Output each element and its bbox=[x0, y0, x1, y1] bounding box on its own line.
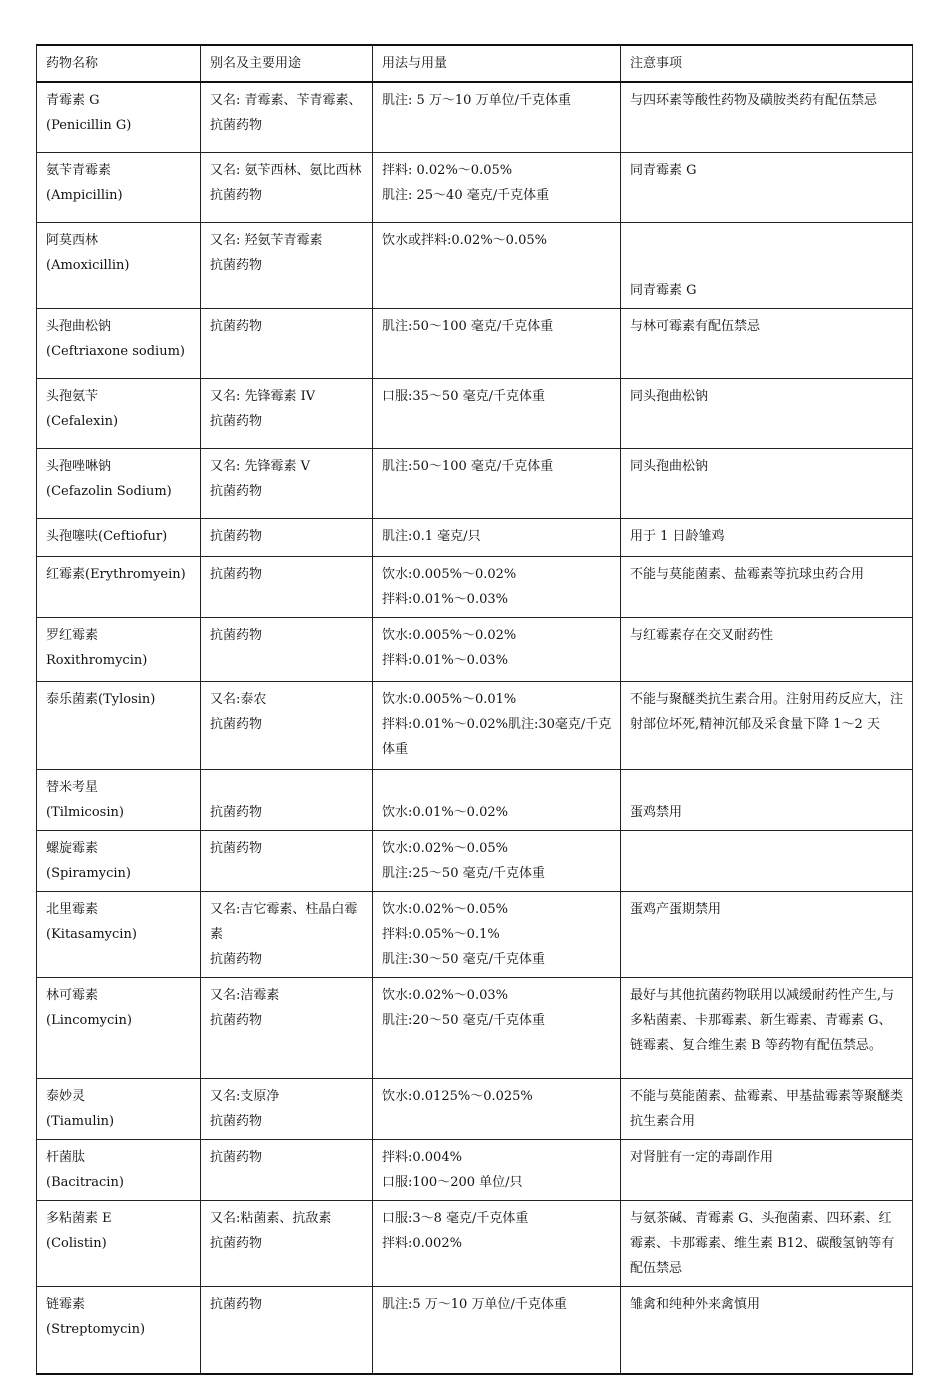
cell-text: 拌料:0.01%～0.03% bbox=[382, 652, 508, 668]
notes-cell bbox=[621, 830, 913, 891]
cell-text: (Lincomycin) bbox=[46, 1012, 132, 1028]
cell-text: 拌料:0.002% bbox=[382, 1235, 462, 1251]
cell-text: 蛋鸡产蛋期禁用 bbox=[630, 901, 722, 917]
cell-text: (Tilmicosin) bbox=[46, 804, 124, 820]
cell-text: 又名: 先锋霉素 IV bbox=[210, 388, 316, 404]
cell-text: 最好与其他抗菌药物联用以减缓耐药性产生,与多粘菌素、卡那霉素、新生霉素、青霉素 G、链霉素、复合维生素 B 等药物有配伍禁忌。 bbox=[630, 987, 895, 1053]
cell-text: 氨苄青霉素 bbox=[46, 162, 112, 178]
cell-text: 抗菌药物 bbox=[210, 257, 263, 273]
usage-dosage-cell bbox=[373, 82, 621, 152]
cell-text: 与林可霉素有配伍禁忌 bbox=[630, 318, 761, 334]
cell-text: 青霉素 G bbox=[46, 93, 100, 108]
alias-use-cell bbox=[201, 1286, 373, 1374]
cell-text: 口服:100～200 单位/只 bbox=[382, 1174, 523, 1190]
table-row bbox=[37, 891, 913, 977]
cell-text: 不能与莫能菌素、盐霉素等抗球虫药合用 bbox=[630, 566, 865, 582]
notes-cell bbox=[621, 378, 913, 448]
table-header bbox=[37, 45, 913, 82]
cell-text: (Tiamulin) bbox=[46, 1113, 115, 1129]
cell-text: 肌注:50～100 毫克/千克体重 bbox=[382, 458, 554, 474]
cell-text: 饮水:0.005%～0.02% bbox=[382, 566, 517, 582]
drug-name-cell bbox=[37, 830, 201, 891]
cell-text bbox=[210, 775, 364, 800]
notes-cell bbox=[621, 152, 913, 222]
drug-name-cell bbox=[37, 378, 201, 448]
cell-text: 用于 1 日龄雏鸡 bbox=[630, 528, 725, 544]
cell-text: 饮水:0.0125%～0.025% bbox=[382, 1088, 533, 1104]
cell-text: 肌注:25～50 毫克/千克体重 bbox=[382, 865, 545, 881]
notes-cell bbox=[621, 82, 913, 152]
header-row bbox=[37, 45, 913, 82]
cell-text: 多粘菌素 E bbox=[46, 1210, 112, 1226]
cell-text bbox=[630, 228, 904, 253]
table-row bbox=[37, 681, 913, 769]
alias-use-cell bbox=[201, 378, 373, 448]
cell-text: (Amoxicillin) bbox=[46, 257, 130, 273]
cell-text: 同头孢曲松钠 bbox=[630, 458, 709, 474]
usage-dosage-cell bbox=[373, 222, 621, 308]
header-drug-name: 药物名称 bbox=[37, 45, 201, 82]
alias-use-cell bbox=[201, 308, 373, 378]
drug-name-cell bbox=[37, 448, 201, 518]
drug-name-cell bbox=[37, 1078, 201, 1139]
drug-table bbox=[36, 44, 913, 1375]
alias-use-cell bbox=[201, 1200, 373, 1286]
cell-text: 抗菌药物 bbox=[210, 483, 263, 499]
cell-text: 抗菌药物 bbox=[210, 1149, 263, 1165]
cell-text: 替米考星 bbox=[46, 779, 99, 795]
usage-dosage-cell bbox=[373, 518, 621, 556]
usage-dosage-cell bbox=[373, 308, 621, 378]
usage-dosage-cell bbox=[373, 830, 621, 891]
cell-text: 饮水:0.02%～0.05% bbox=[382, 840, 508, 856]
table-row bbox=[37, 977, 913, 1078]
cell-text: 饮水或拌料:0.02%～0.05% bbox=[382, 232, 547, 248]
cell-text: 泰乐菌素(Tylosin) bbox=[46, 691, 156, 707]
usage-dosage-cell bbox=[373, 448, 621, 518]
cell-text: 又名:支原净 bbox=[210, 1088, 280, 1104]
alias-use-cell bbox=[201, 448, 373, 518]
cell-text: 头孢唑啉钠 bbox=[46, 458, 112, 474]
cell-text: 肌注: 5 万～10 万单位/千克体重 bbox=[382, 93, 571, 108]
cell-text: (Ampicillin) bbox=[46, 187, 123, 203]
drug-name-cell bbox=[37, 977, 201, 1078]
header-alias-use: 别名及主要用途 bbox=[201, 45, 373, 82]
cell-text: 北里霉素 bbox=[46, 901, 99, 917]
cell-text: 抗菌药物 bbox=[210, 1113, 263, 1129]
notes-cell bbox=[621, 448, 913, 518]
cell-text: 泰妙灵 bbox=[46, 1088, 86, 1104]
cell-text: 肌注:50～100 毫克/千克体重 bbox=[382, 318, 554, 334]
alias-use-cell bbox=[201, 681, 373, 769]
table-row bbox=[37, 518, 913, 556]
table-row bbox=[37, 1139, 913, 1200]
cell-text: 又名: 氨苄西林、氨比西林 抗菌药物 bbox=[210, 162, 366, 203]
notes-cell bbox=[621, 518, 913, 556]
table-row bbox=[37, 1200, 913, 1286]
cell-text: (Streptomycin) bbox=[46, 1321, 146, 1337]
cell-text: 抗菌药物 bbox=[210, 413, 263, 429]
cell-text: 不能与聚醚类抗生素合用。注射用药反应大，注射部位坏死,精神沉郁及采食量下降 1～2 天 bbox=[630, 691, 904, 732]
usage-dosage-cell bbox=[373, 378, 621, 448]
cell-text: (Bacitracin) bbox=[46, 1174, 124, 1190]
cell-text: 饮水:0.02%～0.05% bbox=[382, 901, 508, 917]
cell-text: 抗菌药物 bbox=[210, 318, 263, 334]
cell-text: 又名: 羟氨苄青霉素 bbox=[210, 232, 323, 248]
table-body bbox=[37, 82, 913, 1374]
cell-text: (Kitasamycin) bbox=[46, 926, 137, 942]
drug-name-cell bbox=[37, 518, 201, 556]
cell-text bbox=[630, 836, 904, 861]
notes-cell bbox=[621, 1078, 913, 1139]
cell-text bbox=[630, 253, 904, 278]
notes-cell bbox=[621, 617, 913, 681]
cell-text: 口服:35～50 毫克/千克体重 bbox=[382, 388, 545, 404]
table-row bbox=[37, 830, 913, 891]
cell-text: 拌料:0.01%～0.02%肌注:30毫克/千克体重 bbox=[382, 716, 612, 757]
cell-text bbox=[382, 775, 612, 800]
notes-cell bbox=[621, 222, 913, 308]
drug-name-cell bbox=[37, 1139, 201, 1200]
cell-text: 饮水:0.005%～0.02% bbox=[382, 627, 517, 643]
table-row bbox=[37, 308, 913, 378]
cell-text: 头孢氨苄 bbox=[46, 388, 99, 404]
notes-cell bbox=[621, 556, 913, 617]
header-usage-dosage: 用法与用量 bbox=[373, 45, 621, 82]
cell-text: 抗菌药物 bbox=[210, 1296, 263, 1312]
cell-text: 又名:吉它霉素、柱晶白霉素 bbox=[210, 901, 358, 942]
drug-name-cell bbox=[37, 222, 201, 308]
cell-text: 肌注: 25～40 毫克/千克体重 bbox=[382, 187, 550, 203]
cell-text: (Spiramycin) bbox=[46, 865, 131, 881]
usage-dosage-cell bbox=[373, 1286, 621, 1374]
drug-name-cell bbox=[37, 617, 201, 681]
cell-text: 与四环素等酸性药物及磺胺类药有配伍禁忌 bbox=[630, 93, 878, 108]
table-row bbox=[37, 1286, 913, 1374]
table-row bbox=[37, 617, 913, 681]
drug-name-cell bbox=[37, 152, 201, 222]
alias-use-cell bbox=[201, 556, 373, 617]
cell-text: 对肾脏有一定的毒副作用 bbox=[630, 1149, 774, 1165]
alias-use-cell bbox=[201, 830, 373, 891]
cell-text: 饮水:0.02%～0.03% bbox=[382, 987, 508, 1003]
cell-text: 螺旋霉素 bbox=[46, 840, 99, 856]
cell-text: 拌料:0.01%～0.03% bbox=[382, 591, 508, 607]
drug-name-cell bbox=[37, 82, 201, 152]
cell-text: 蛋鸡禁用 bbox=[630, 804, 683, 820]
usage-dosage-cell bbox=[373, 1078, 621, 1139]
cell-text: 雏禽和纯种外来禽慎用 bbox=[630, 1296, 761, 1312]
cell-text bbox=[630, 775, 904, 800]
cell-text: 不能与莫能菌素、盐霉素、甲基盐霉素等聚醚类抗生素合用 bbox=[630, 1088, 904, 1129]
cell-text: 抗菌药物 bbox=[210, 528, 263, 544]
cell-text: 肌注:5 万～10 万单位/千克体重 bbox=[382, 1296, 567, 1312]
alias-use-cell bbox=[201, 82, 373, 152]
alias-use-cell bbox=[201, 1078, 373, 1139]
notes-cell bbox=[621, 308, 913, 378]
cell-text: 饮水:0.005%～0.01% bbox=[382, 691, 517, 707]
cell-text: 拌料:0.05%～0.1% bbox=[382, 926, 500, 942]
notes-cell bbox=[621, 1200, 913, 1286]
cell-text: 林可霉素 bbox=[46, 987, 99, 1003]
cell-text: 与红霉素存在交叉耐药性 bbox=[630, 627, 774, 643]
cell-text: 拌料:0.004% bbox=[382, 1149, 462, 1165]
usage-dosage-cell bbox=[373, 556, 621, 617]
table-row bbox=[37, 82, 913, 152]
cell-text: 链霉素 bbox=[46, 1296, 86, 1312]
drug-name-cell bbox=[37, 308, 201, 378]
usage-dosage-cell bbox=[373, 681, 621, 769]
cell-text: (Colistin) bbox=[46, 1235, 107, 1251]
alias-use-cell bbox=[201, 222, 373, 308]
cell-text: 与氨茶碱、青霉素 G、头孢菌素、四环素、红霉素、卡那霉素、维生素 B12、碳酸氢钠等有配伍禁忌 bbox=[630, 1210, 895, 1276]
notes-cell bbox=[621, 681, 913, 769]
alias-use-cell bbox=[201, 1139, 373, 1200]
cell-text: 拌料: 0.02%～0.05% bbox=[382, 162, 513, 178]
cell-text: 又名:泰农 bbox=[210, 691, 267, 707]
cell-text: 抗菌药物 bbox=[210, 716, 263, 732]
cell-text: 同青霉素 G bbox=[630, 282, 697, 298]
drug-name-cell bbox=[37, 681, 201, 769]
cell-text: 口服:3～8 毫克/千克体重 bbox=[382, 1210, 529, 1226]
cell-text: 抗菌药物 bbox=[210, 1235, 263, 1251]
drug-name-cell bbox=[37, 1200, 201, 1286]
alias-use-cell bbox=[201, 769, 373, 830]
usage-dosage-cell bbox=[373, 891, 621, 977]
table-row bbox=[37, 769, 913, 830]
table-row bbox=[37, 556, 913, 617]
usage-dosage-cell bbox=[373, 769, 621, 830]
cell-text: 头孢曲松钠 bbox=[46, 318, 112, 334]
table-row bbox=[37, 152, 913, 222]
alias-use-cell bbox=[201, 518, 373, 556]
usage-dosage-cell bbox=[373, 1200, 621, 1286]
cell-text: 饮水:0.01%～0.02% bbox=[382, 804, 508, 820]
notes-cell bbox=[621, 1139, 913, 1200]
cell-text: 同青霉素 G bbox=[630, 162, 697, 178]
cell-text: 红霉素(Erythromyein) bbox=[46, 566, 186, 582]
drug-name-cell bbox=[37, 891, 201, 977]
cell-text: 又名:粘菌素、抗敌素 bbox=[210, 1210, 332, 1226]
usage-dosage-cell bbox=[373, 977, 621, 1078]
drug-name-cell bbox=[37, 556, 201, 617]
cell-text: (Penicillin G) bbox=[46, 118, 132, 133]
cell-text: (Ceftriaxone sodium) bbox=[46, 343, 185, 359]
table-row bbox=[37, 448, 913, 518]
usage-dosage-cell bbox=[373, 152, 621, 222]
cell-text: 抗菌药物 bbox=[210, 951, 263, 967]
cell-text: 又名: 青霉素、苄青霉素、 抗菌药物 bbox=[210, 93, 366, 133]
alias-use-cell bbox=[201, 977, 373, 1078]
table-row bbox=[37, 378, 913, 448]
cell-text: (Cefalexin) bbox=[46, 413, 119, 429]
header-notes: 注意事项 bbox=[621, 45, 913, 82]
cell-text: 同头孢曲松钠 bbox=[630, 388, 709, 404]
notes-cell bbox=[621, 769, 913, 830]
notes-cell bbox=[621, 1286, 913, 1374]
cell-text: 杆菌肽 bbox=[46, 1149, 86, 1165]
cell-text: 抗菌药物 bbox=[210, 627, 263, 643]
cell-text: 抗菌药物 bbox=[210, 1012, 263, 1028]
cell-text: 又名: 先锋霉素 V bbox=[210, 458, 311, 474]
alias-use-cell bbox=[201, 152, 373, 222]
drug-name-cell bbox=[37, 769, 201, 830]
cell-text: 肌注:0.1 毫克/只 bbox=[382, 528, 481, 544]
cell-text: Roxithromycin) bbox=[46, 652, 148, 668]
cell-text: 肌注:20～50 毫克/千克体重 bbox=[382, 1012, 545, 1028]
notes-cell bbox=[621, 891, 913, 977]
cell-text: 罗红霉素 bbox=[46, 627, 99, 643]
usage-dosage-cell bbox=[373, 1139, 621, 1200]
cell-text: 抗菌药物 bbox=[210, 566, 263, 582]
drug-name-cell bbox=[37, 1286, 201, 1374]
cell-text: 头孢噻呋(Ceftiofur) bbox=[46, 528, 168, 544]
table-row bbox=[37, 1078, 913, 1139]
cell-text: (Cefazolin Sodium) bbox=[46, 483, 172, 499]
usage-dosage-cell bbox=[373, 617, 621, 681]
cell-text: 肌注:30～50 毫克/千克体重 bbox=[382, 951, 545, 967]
cell-text: 抗菌药物 bbox=[210, 840, 263, 856]
cell-text: 又名:洁霉素 bbox=[210, 987, 280, 1003]
cell-text: 抗菌药物 bbox=[210, 804, 263, 820]
alias-use-cell bbox=[201, 617, 373, 681]
table-row bbox=[37, 222, 913, 308]
notes-cell bbox=[621, 977, 913, 1078]
cell-text: 阿莫西林 bbox=[46, 232, 99, 248]
alias-use-cell bbox=[201, 891, 373, 977]
